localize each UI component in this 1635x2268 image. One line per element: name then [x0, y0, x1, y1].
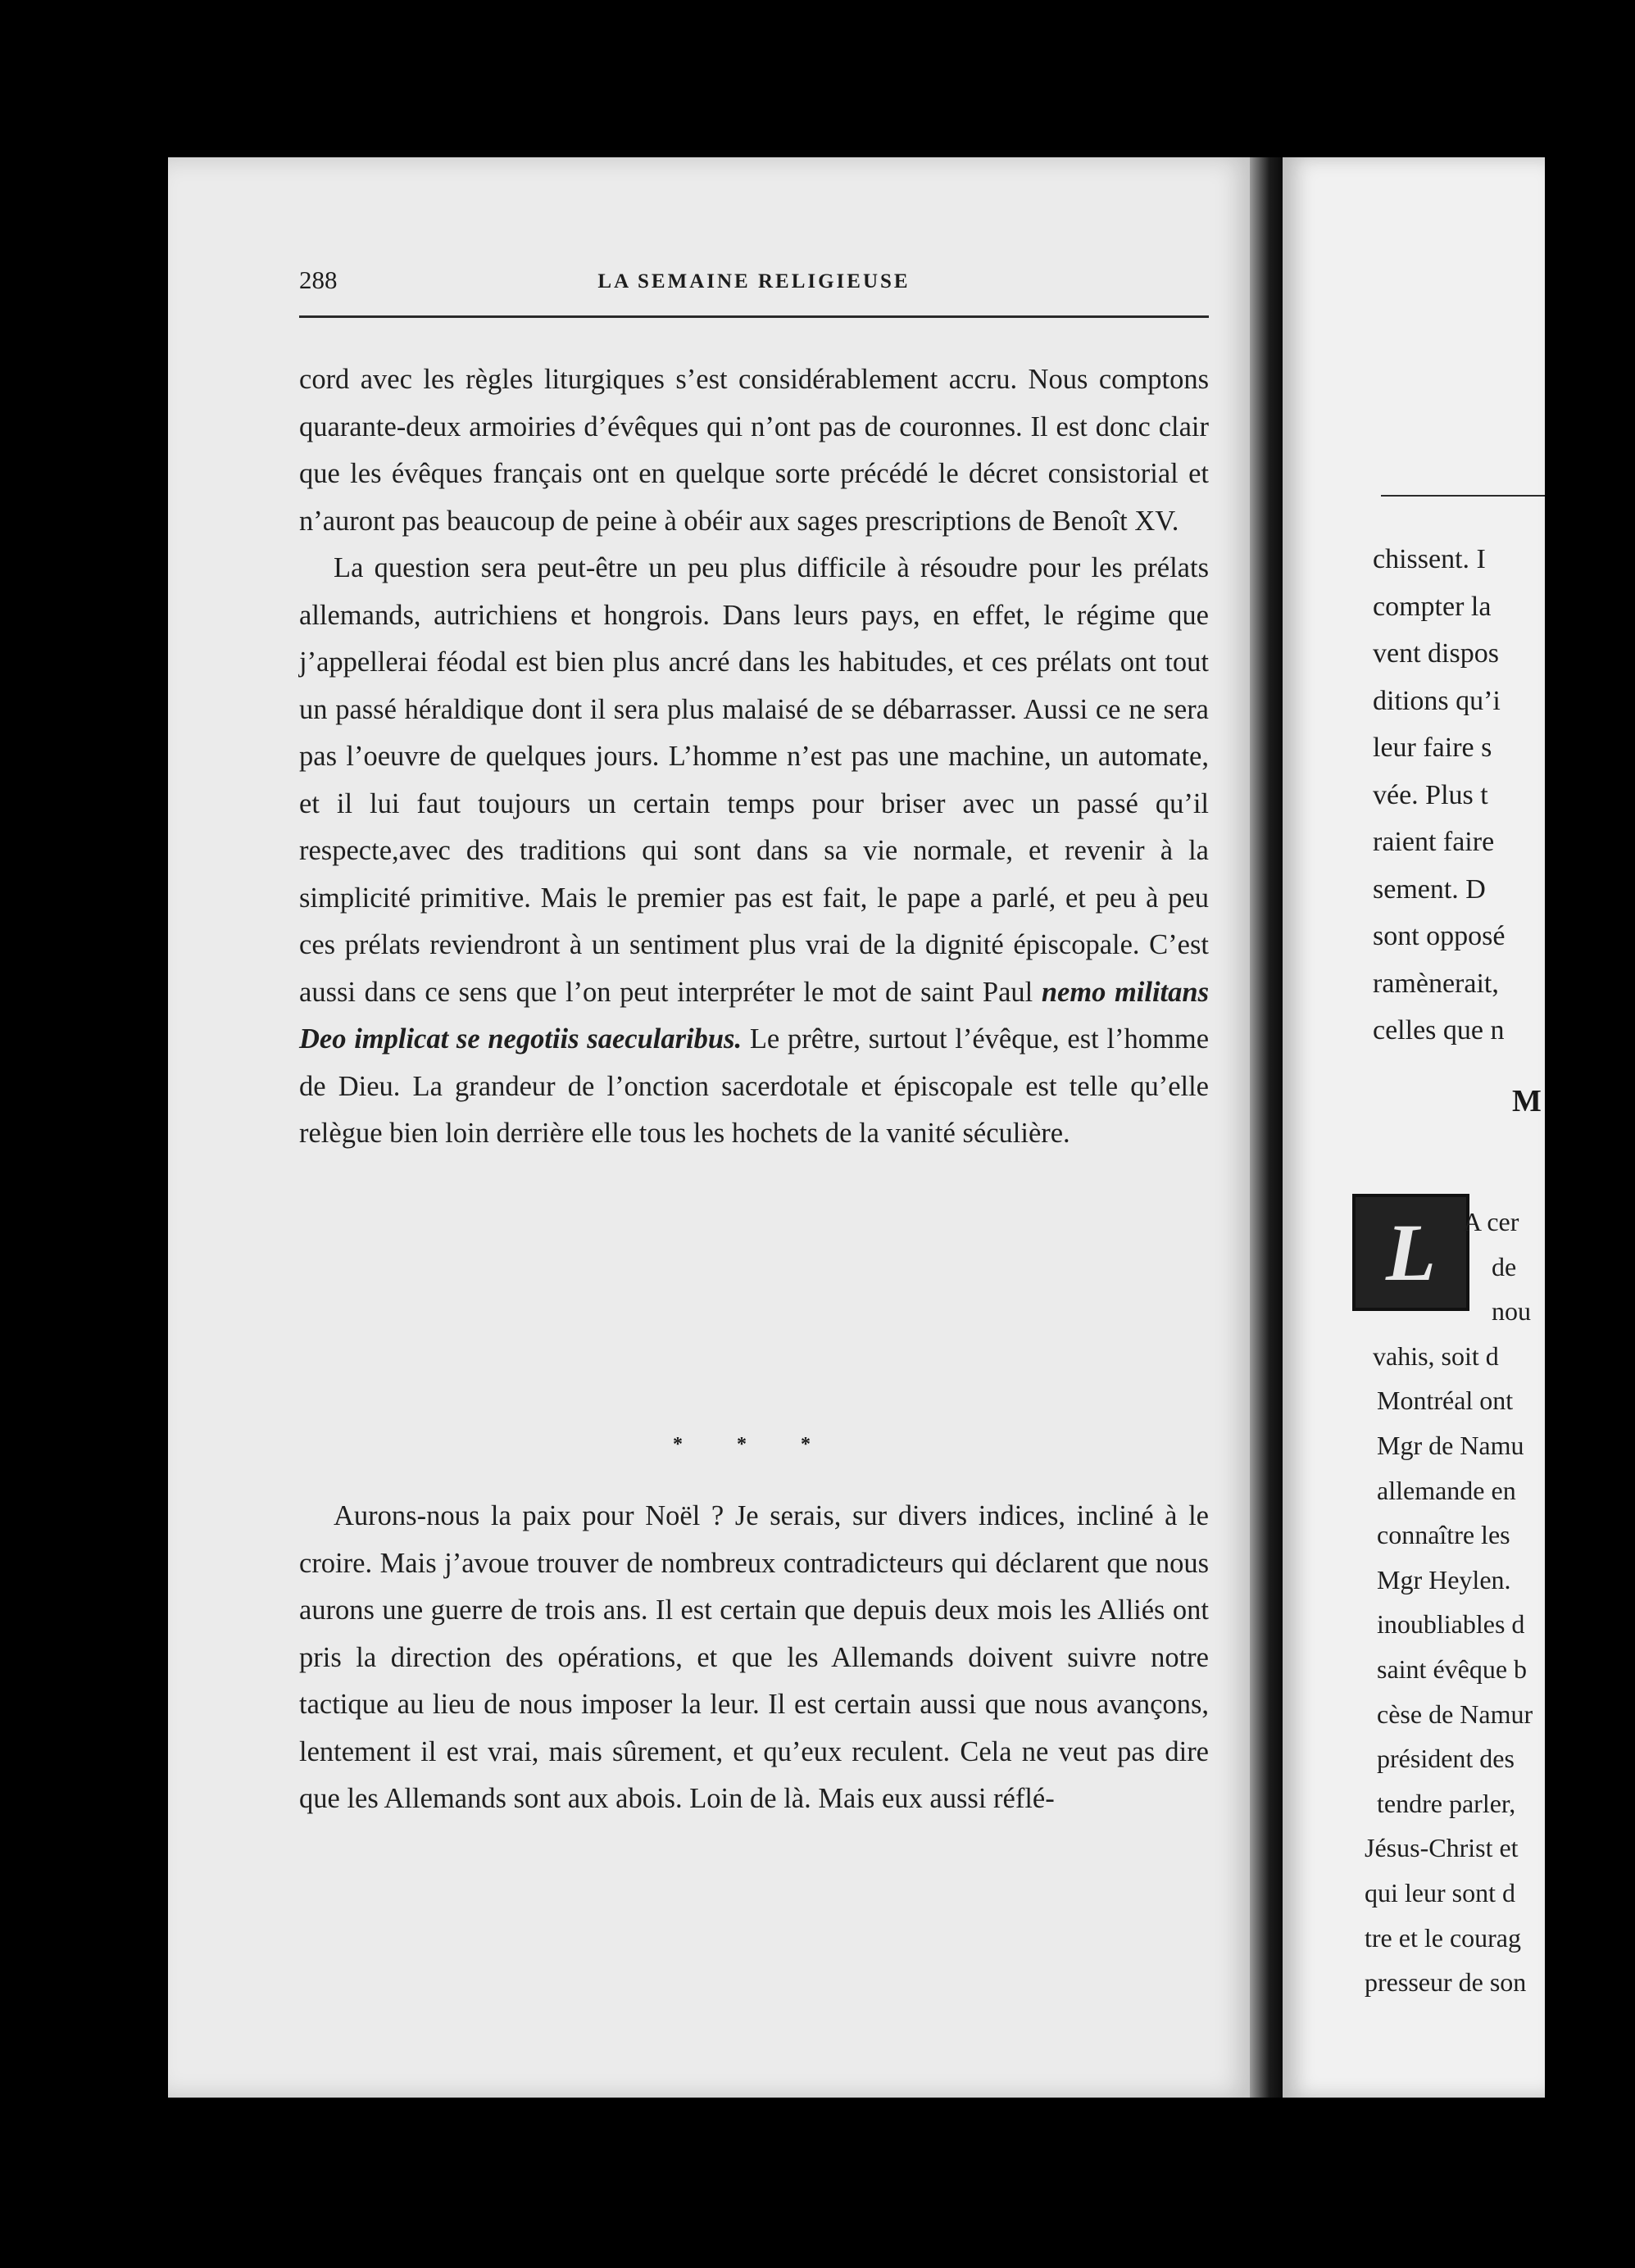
right-text-line: chissent. I [1373, 544, 1486, 574]
right-section-heading: M [1512, 1084, 1542, 1118]
right-text-line: président des [1377, 1744, 1515, 1774]
right-text-line: sement. D [1373, 873, 1486, 905]
right-text-line: vée. Plus t [1373, 779, 1488, 810]
right-text-bottom [1283, 1200, 1545, 2005]
right-text-line: vent dispos [1373, 638, 1499, 669]
right-text-line: qui leur sont d [1365, 1877, 1515, 1907]
header-rule [299, 315, 1209, 318]
right-text-line: saint évêque b [1377, 1653, 1528, 1684]
paragraph-2-text-end: Le prêtre, surtout l’évêque, est l’homme de Dieu. La grandeur de l’onction sacerdotale et épiscopale est telle qu’elle relègue bien loin derrière elle tous les hochets de la vanité séculière. [299, 1023, 1210, 1149]
section-separator: * * * [673, 1434, 835, 1455]
right-text-line: A cer [1463, 1207, 1519, 1236]
dropcap-letter: L [1385, 1207, 1437, 1298]
right-text-line: vahis, soit d [1373, 1340, 1499, 1371]
right-text-line: Montréal ont [1377, 1386, 1514, 1416]
right-text-line: sont opposé [1373, 921, 1506, 951]
paragraph-3: Aurons-nous la paix pour Noël ? Je serais, sur divers indices, incliné à le croire. Mais j’avoue trouver de nombreux contradicteurs qui déclarent que nous aurons une guerre de trois ans. Il est certain que depuis deux mois les Alliés ont pris la direction des opérations, et que les Allemands doivent suivre notre tactique au lieu de nous imposer la leur. Il est certain aussi que nous avançons, lentement il est vrai, mais sûrement, et qu’eux reculent. Cela ne veut pas dire que les Allemands sont aux abois. Loin de là. Mais eux aussi réflé- [299, 1500, 1209, 1814]
right-text-line: presseur de son [1365, 1967, 1527, 1998]
paragraph-1: cord avec les règles liturgiques s’est considérablement accru. Nous comptons quarante-deux armoiries d’évêques qui n’ont pas de couronnes. Il est donc clair que les évêques français ont en quelque sorte précédé le décret consistorial et n’auront pas beaucoup de peine à obéir aux sages prescriptions de Benoît XV. [299, 364, 1209, 537]
right-text-line: nou [1492, 1296, 1531, 1327]
right-text-line: connaître les [1377, 1520, 1510, 1550]
right-text-line: inoubliables d [1377, 1609, 1525, 1640]
right-text-line: compter la [1373, 591, 1492, 622]
paragraph-2-text: La question sera peut-être un peu plus difficile à résoudre pour les prélats allemands, autrichiens et hongrois. Dans leurs pays, en effet, le régime que j’appellerai féodal est bien plus ancré dans les habitudes, et ces prélats ont tout un passé héraldique dont il sera plus malaisé de se débarrasser. Aussi ce ne sera pas l’oeuvre de quelques jours. L’homme n’est pas une machine, un automate, et il lui faut toujours un certain temps pour briser avec un passé qu’il respecte,avec des traditions qui sont dans sa vie normale, et revenir à la simplicité primitive. Mais le premier pas est fait, le pape a parlé, et peu à peu ces prélats reviendront à un sentiment plus vrai de la dignité épiscopale. C’est aussi dans ce sens que l’on peut interpréter le mot de saint Paul [299, 552, 1209, 1008]
latin-quote: nemo militans Deo implicat se negotiis saecularibus. [299, 976, 1210, 1055]
right-page [1283, 157, 1545, 2098]
right-text-line: ramènerait, [1373, 968, 1499, 999]
right-text-line: celles que n [1373, 1015, 1505, 1046]
right-text-line: allemande en [1377, 1475, 1516, 1505]
paragraph-2 [299, 545, 1209, 1158]
right-text-line: raient faire [1373, 827, 1495, 857]
right-text-line: Jésus-Christ et [1365, 1833, 1519, 1863]
right-text-line: Mgr de Namu [1377, 1430, 1524, 1460]
right-text-line: leur faire s [1373, 733, 1492, 763]
right-text-line: Mgr Heylen. [1377, 1564, 1511, 1594]
right-text-line: tre et le courag [1365, 1922, 1521, 1953]
page-number: 288 [299, 265, 338, 294]
right-text-line: tendre parler, [1377, 1788, 1516, 1818]
running-title: LA SEMAINE RELIGIEUSE [597, 270, 911, 293]
main-text [299, 356, 1209, 1158]
right-text-line: de [1492, 1251, 1517, 1281]
page-header [299, 261, 1209, 310]
right-text-line: cèse de Namur [1377, 1699, 1533, 1729]
right-header-rule [1381, 495, 1545, 497]
right-text-line: ditions qu’i [1373, 685, 1501, 716]
book-gutter [1250, 157, 1283, 2098]
right-text-top [1373, 536, 1635, 1055]
